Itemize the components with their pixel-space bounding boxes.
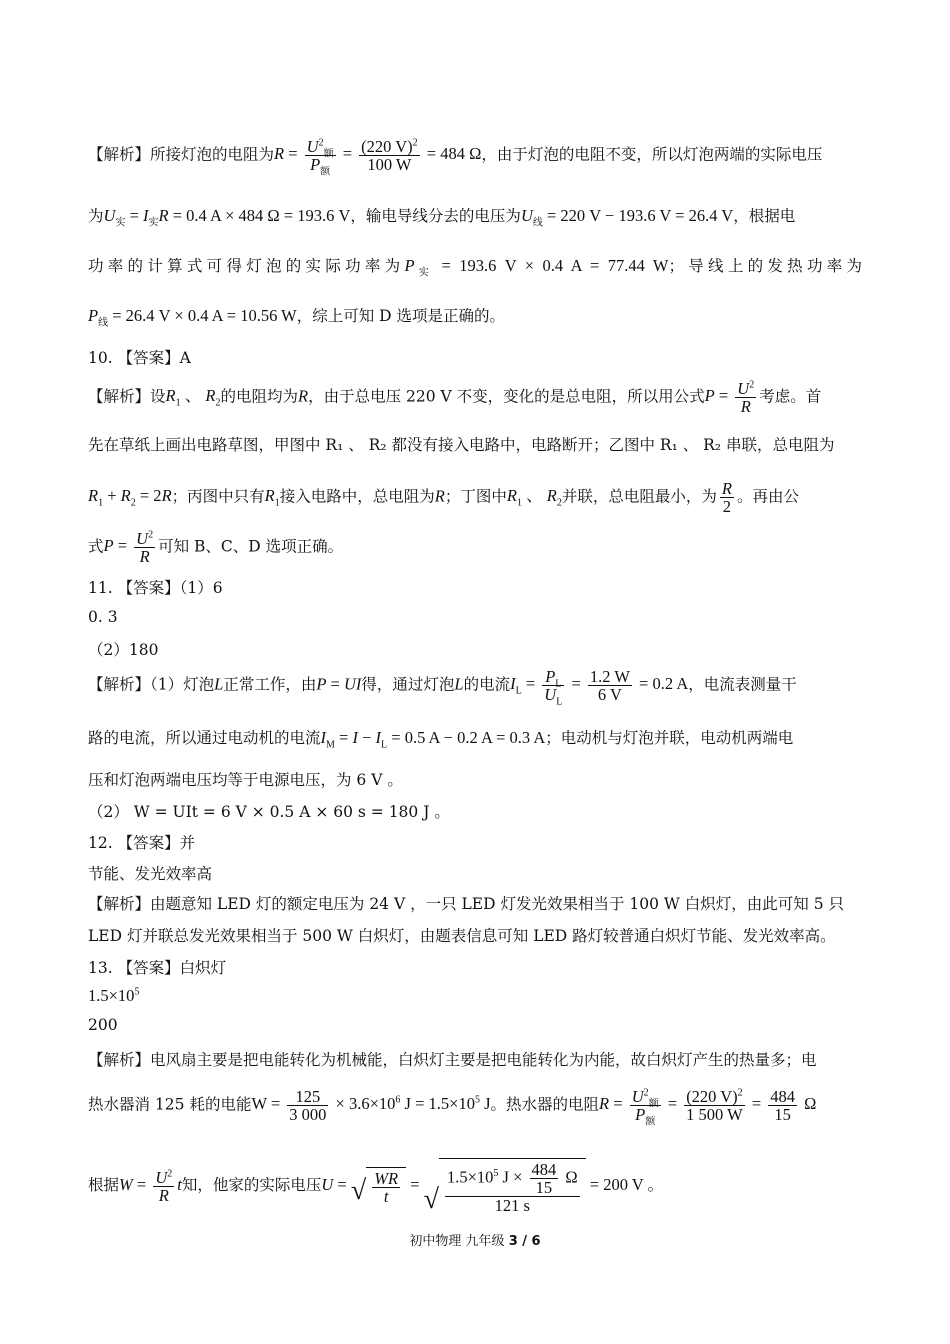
q12-answer-2: 节能、发光效率高 (88, 865, 213, 883)
q10-analysis-line-1: 【解析】设$R_1$ 、 $R_2$的电阻均为R，由于总电压 220 V 不变，变化的是总电阻，所以用公式P = $\frac{U^2}{R}$ 考虑。首 (88, 379, 822, 416)
q9-analysis-line-4: $P_线 = 26.4$ V × 0.4 A = 10.56 W，综上可知 D 选项是正确的。 (88, 306, 506, 329)
q10-analysis-line-3: $R_1 + R_2 = 2R$；丙图中只有$R_1$接入电路中，总电阻为R；丁图中$R_1$ 、 $R_2$并联，总电阻最小，为 $\frac{R}{2}$ 。再由公 (88, 479, 799, 516)
q11-answer: 11. 【答案】（1）6 (88, 579, 223, 597)
q11-analysis-line-1: 【解析】（1）灯泡L正常工作，由P = UI得，通过灯泡L的电流$I_L$ = $\frac{P_L}{U_L}$ = $\frac{1.2 W}{6 V}$ = 0.2 A，电流表测量干 (88, 667, 797, 708)
q11-answer-2: 0. 3 (88, 608, 118, 626)
q13-analysis-line-2: 热水器消 125 耗的电能W = $\frac{125}{3 000}$ × $3.6\times 10^6$ $J = 1.5\times 10^5$ J。热水器的电阻R = $\frac{U^2_额}{P_额}$ = $\frac{(220 V)^2}{1 500 W}$ = $\frac{484}{15}$ Ω (88, 1087, 817, 1128)
page-footer (0, 1230, 950, 1249)
q11-analysis-line-2: 路的电流，所以通过电动机的电流$I_M = I - I_L = 0.5$ A − 0.2 A = 0.3 A；电动机与灯泡并联，电动机两端电 (88, 728, 794, 751)
q10-analysis-line-4: 式P = $\frac{U^2}{R}$ 可知 B、C、D 选项正确。 (88, 529, 344, 566)
q10-answer: 10. 【答案】A (88, 349, 191, 367)
q13-analysis-line-3: 根据W = $\frac{U^2}{R}$ t知，他家的实际电压U = √ $\frac{WR}{t}$ = √ $1.5\times 10^5$ J × $\frac{484}{15}$ Ω 121 s = 200 V 。 (88, 1160, 665, 1215)
q11-analysis-line-4: （2） W = UIt = 6 V × 0.5 A × 60 s = 180 J 。 (88, 803, 450, 821)
q13-answer: 13. 【答案】白炽灯 (88, 959, 227, 977)
q13-answer-2: $1.5\times 10^5$ (88, 986, 140, 1005)
q13-answer-3: 200 (88, 1016, 118, 1034)
q11-answer-3: （2）180 (88, 641, 159, 659)
q13-analysis-line-1: 【解析】电风扇主要是把电能转化为机械能，白炽灯主要是把电能转化为内能，故白炽灯产生的热量多；电 (88, 1051, 817, 1069)
q12-analysis-line-2: LED 灯并联总发光效果相当于 500 W 白炽灯，由题表信息可知 LED 路灯较普通白炽灯节能、发光效率高。 (88, 927, 836, 945)
q11-analysis-line-3: 压和灯泡两端电压均等于电源电压，为 6 V 。 (88, 771, 403, 789)
q12-analysis-line-1: 【解析】由题意知 LED 灯的额定电压为 24 V ，一只 LED 灯发光效果相当于 100 W 白炽灯，由此可知 5 只 (88, 895, 844, 913)
q9-analysis-line-1: 【解析】所接灯泡的电阻为R = $\frac{U^2_额}{P_额}$ = $\frac{(220 V)^2}{100 W}$ = 484 Ω，由于灯泡的电阻不变，所以灯泡两端的实际电压 (88, 137, 823, 178)
page-number: 3 / 6 (508, 1234, 541, 1249)
q9-analysis-line-3: 功率的计算式可得灯泡的实际功率为$P_实 = 193.6$ V × 0.4 A = 77.44 W；导线上的发热功率为 (88, 256, 862, 279)
q9-analysis-line-2: 为$U_实 = I_实R = 0.4$ A × 484 Ω = 193.6 V，输电导线分去的电压为$U_线 = 220$ V − 193.6 V = 26.4 V，根据电 (88, 206, 796, 229)
footer-text: 初中物理 九年级 (409, 1234, 505, 1249)
q10-analysis-line-2: 先在草纸上画出电路草图，甲图中 R₁ 、 R₂ 都没有接入电路中，电路断开；乙图中 R₁ 、 R₂ 串联，总电阻为 (88, 436, 835, 454)
q12-answer: 12. 【答案】并 (88, 834, 196, 852)
